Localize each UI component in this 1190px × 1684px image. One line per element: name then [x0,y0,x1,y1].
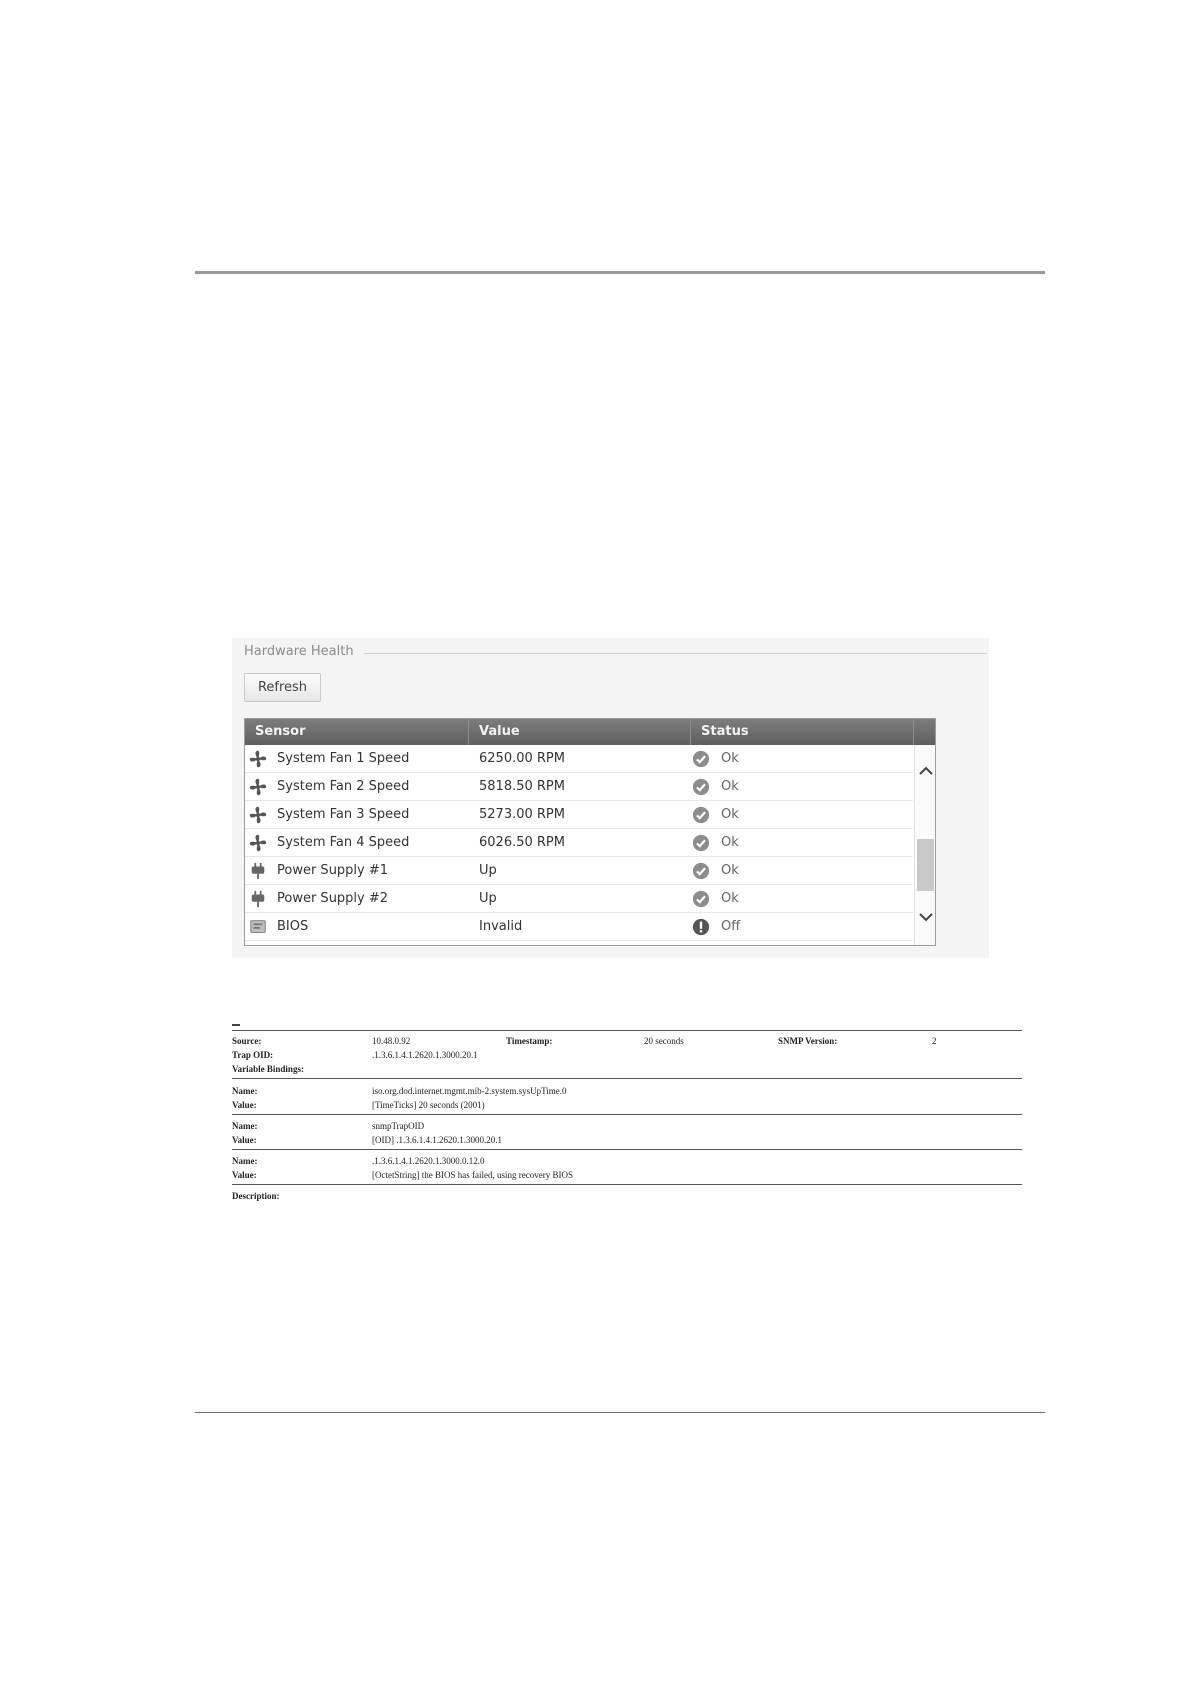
check-circle-icon [692,890,710,908]
fan-icon [249,806,267,824]
chevron-up-icon[interactable] [918,763,934,779]
sensor-value: Up [479,891,497,906]
grid-body [245,745,913,945]
column-header-status[interactable]: Status [691,719,914,745]
check-circle-icon [692,834,710,852]
fan-icon [249,750,267,768]
chevron-down-icon[interactable] [918,909,934,925]
grid-header [245,719,935,745]
binding-name: iso.org.dod.internet.mgmt.mib-2.system.sysUpTime.0 [372,1086,567,1096]
table-row[interactable] [245,773,913,801]
sensor-status: Ok [721,891,739,906]
sensor-status: Ok [721,807,739,822]
binding-value-label: Value: [232,1170,257,1180]
table-row[interactable] [245,857,913,885]
hardware-health-panel [232,638,989,958]
check-circle-icon [692,750,710,768]
sensor-value: 5273.00 RPM [479,807,565,822]
sensor-status: Ok [721,751,739,766]
table-row[interactable] [245,745,913,773]
legend-rule [364,653,987,654]
divider [232,1030,1022,1031]
check-circle-icon [692,806,710,824]
binding-name-label: Name: [232,1121,258,1131]
binding-value-label: Value: [232,1100,257,1110]
sensor-name: Power Supply #2 [277,891,389,906]
trap-oid-value: .1.3.6.1.4.1.2620.1.3000.20.1 [372,1050,478,1060]
binding-name-label: Name: [232,1086,258,1096]
sensor-status: Ok [721,779,739,794]
divider [232,1078,1022,1079]
footer-rule [195,1412,1045,1413]
sensor-name: System Fan 3 Speed [277,807,410,822]
power-plug-icon [249,862,267,880]
trap-oid-label: Trap OID: [232,1050,274,1060]
description-label: Description: [232,1191,280,1201]
divider [232,1114,1022,1115]
refresh-button[interactable]: Refresh [244,673,321,702]
check-circle-icon [692,862,710,880]
scroll-thumb[interactable] [917,839,934,891]
sensor-status: Off [721,919,741,934]
timestamp-label: Timestamp: [506,1036,553,1046]
alert-circle-icon [692,918,710,936]
sensor-value: 5818.50 RPM [479,779,565,794]
sensor-status: Ok [721,835,739,850]
sensor-name: System Fan 4 Speed [277,835,410,850]
sensor-value: Invalid [479,919,523,934]
table-row[interactable] [245,801,913,829]
binding-value: [TimeTicks] 20 seconds (2001) [372,1100,485,1110]
column-header-sensor[interactable]: Sensor [245,719,469,745]
sensor-status: Ok [721,863,739,878]
binding-name: snmpTrapOID [372,1121,425,1131]
check-circle-icon [692,778,710,796]
grid-scrollbar[interactable] [914,745,935,945]
binding-value: [OID] .1.3.6.1.4.1.2620.1.3000.20.1 [372,1135,502,1145]
sensor-value: Up [479,863,497,878]
fan-icon [249,778,267,796]
sensor-name: BIOS [277,919,309,934]
timestamp-value: 20 seconds [644,1036,684,1046]
trap-details [232,1030,1022,1210]
divider [232,1149,1022,1150]
sensor-value: 6250.00 RPM [479,751,565,766]
binding-name: .1.3.6.1.4.1.2620.1.3000.0.12.0 [372,1156,485,1166]
trap-mark [232,1024,240,1026]
sensor-value: 6026.50 RPM [479,835,565,850]
hardware-health-title: Hardware Health [244,644,362,659]
fan-icon [249,834,267,852]
sensor-name: System Fan 1 Speed [277,751,410,766]
power-plug-icon [249,890,267,908]
table-row[interactable] [245,829,913,857]
snmp-version-label: SNMP Version: [778,1036,838,1046]
snmp-version-value: 2 [932,1036,937,1046]
table-row[interactable] [245,913,913,941]
binding-value-label: Value: [232,1135,257,1145]
header-rule [195,271,1045,274]
binding-value: [OctetString] the BIOS has failed, using recovery BIOS [372,1170,573,1180]
binding-name-label: Name: [232,1156,258,1166]
divider [232,1184,1022,1185]
column-header-spacer [914,719,935,745]
source-value: 10.48.0.92 [372,1036,411,1046]
variable-bindings-label: Variable Bindings: [232,1064,304,1074]
source-label: Source: [232,1036,262,1046]
sensor-name: System Fan 2 Speed [277,779,410,794]
sensor-grid [244,718,936,946]
sensor-name: Power Supply #1 [277,863,389,878]
column-header-value[interactable]: Value [469,719,691,745]
bios-chip-icon [249,918,267,936]
table-row[interactable] [245,885,913,913]
